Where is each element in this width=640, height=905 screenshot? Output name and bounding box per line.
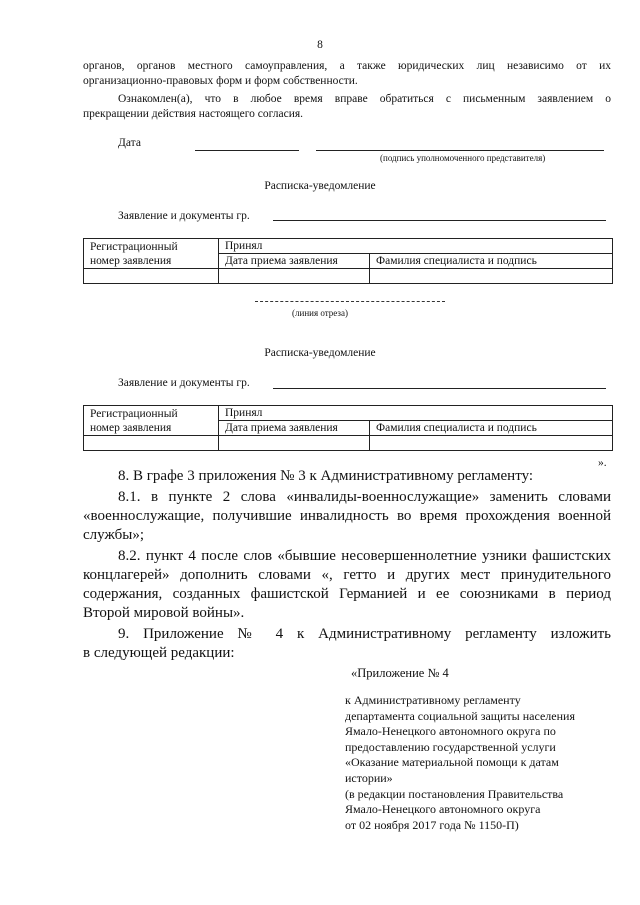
appendix-line: «Оказание материальной помощи к датам — [345, 755, 559, 770]
appendix-line: Ямало-Ненецкого автономного округа по — [345, 724, 556, 739]
item-9-line-1: 9. Приложение № 4 к Административному регламенту изложить — [118, 626, 611, 642]
name-cell-1 — [370, 269, 613, 284]
receipt-title-1: Расписка-уведомление — [264, 180, 376, 192]
intro-line-4: прекращении действия настоящего согласия. — [83, 108, 304, 120]
date-field-line — [195, 150, 299, 151]
appendix-line: предоставлению государственной услуги — [345, 739, 556, 754]
reg-label-2: номер заявления — [84, 254, 219, 269]
signature-caption: (подпись уполномоченного представителя) — [380, 153, 546, 163]
item-8-2-line-1: 8.2. пункт 4 после слов «бывшие несовершеннолетние узники фашистских — [118, 548, 611, 564]
name-col-2: Фамилия специалиста и подпись — [370, 421, 613, 436]
item-8: 8. В графе 3 приложения № 3 к Административному регламенту: — [118, 468, 534, 484]
intro-line-2: организационно-правовых форм и форм собственности. — [83, 75, 358, 87]
statement-line-1 — [273, 220, 606, 221]
accepted-label-2: Принял — [219, 406, 613, 421]
appendix-line: Ямало-Ненецкого автономного округа — [345, 802, 541, 817]
date-col-1: Дата приема заявления — [219, 254, 370, 269]
appendix-line: (в редакции постановления Правительства — [345, 786, 564, 801]
intro-line-3: Ознакомлен(а), что в любое время вправе обратиться с письменным заявлением о — [118, 93, 611, 105]
item-8-2-line-3: содержания, созданных фашистской Германией и ее союзниками в период — [83, 586, 611, 602]
statement-line-2 — [273, 388, 606, 389]
cut-line — [255, 301, 445, 302]
date-cell-2 — [219, 436, 370, 451]
reg-label-1b: Регистрационный — [84, 406, 219, 421]
date-cell-1 — [219, 269, 370, 284]
appendix-line: к Административному регламенту — [345, 693, 521, 707]
statement-label-1: Заявление и документы гр. — [118, 210, 250, 222]
receipt-table-1 — [83, 238, 613, 284]
statement-label-2: Заявление и документы гр. — [118, 377, 250, 389]
receipt-table-2 — [83, 405, 613, 451]
reg-label-1: Регистрационный — [84, 239, 219, 254]
name-cell-2 — [370, 436, 613, 451]
appendix-line: истории» — [345, 770, 393, 785]
item-8-1-line-3: службы»; — [83, 527, 144, 543]
cut-caption: (линия отреза) — [292, 308, 348, 318]
appendix-line: от 02 ноября 2017 года № 1150-П) — [345, 817, 519, 832]
accepted-label-1: Принял — [219, 239, 613, 254]
page-number: 8 — [317, 39, 323, 51]
appendix-line: департамента социальной защиты населения — [345, 708, 575, 723]
appendix-title: «Приложение № 4 — [351, 666, 449, 680]
reg-cell-1 — [84, 269, 219, 284]
name-col-1: Фамилия специалиста и подпись — [370, 254, 613, 269]
item-9-line-2: в следующей редакции: — [83, 645, 235, 661]
item-8-2-line-2: концлагерей» дополнить словами «, гетто и других мест принудительного — [83, 567, 611, 583]
date-col-2: Дата приема заявления — [219, 421, 370, 436]
reg-cell-2 — [84, 436, 219, 451]
intro-line-1: органов, органов местного самоуправления, а также юридических лиц независимо от их — [83, 60, 611, 72]
item-8-2-line-4: Второй мировой войны». — [83, 605, 245, 621]
date-label: Дата — [118, 137, 141, 149]
closing-mark: ». — [598, 457, 607, 469]
receipt-title-2: Расписка-уведомление — [264, 347, 376, 359]
reg-label-2b: номер заявления — [84, 421, 219, 436]
item-8-1-line-2: «военнослужащие, получившие инвалидность во время прохождения военной — [83, 508, 611, 524]
appendix-details — [345, 693, 615, 833]
signature-field-line — [316, 150, 604, 151]
item-8-1-line-1: 8.1. в пункте 2 слова «инвалиды-военнослужащие» заменить словами — [118, 489, 611, 505]
